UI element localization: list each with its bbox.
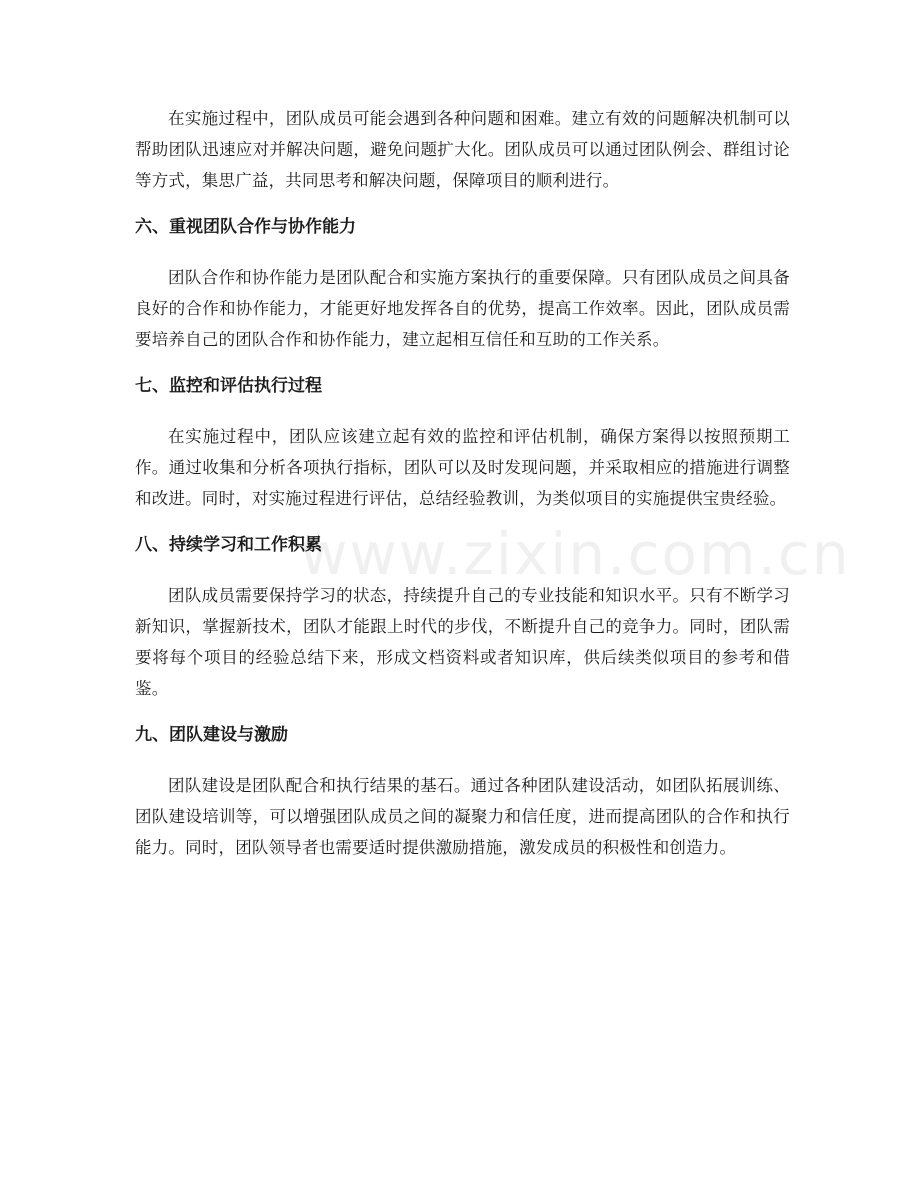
paragraph-section-7: 在实施过程中，团队应该建立起有效的监控和评估机制，确保方案得以按照预期工作。通过收集和分析各项执行指标，团队可以及时发现问题，并采取相应的措施进行调整和改进。同时，对实施过程进行评估，总结经验教训，为类似项目的实施提供宝贵经验。 [135,427,790,508]
paragraph-section-6: 团队合作和协作能力是团队配合和实施方案执行的重要保障。只有团队成员之间具备良好的合作和协作能力，才能更好地发挥各自的优势，提高工作效率。因此，团队成员需要培养自己的团队合作和协作能力，建立起相互信任和互助的工作关系。 [135,268,790,349]
heading-section-6: 六、重视团队合作与协作能力 [135,217,356,237]
paragraph-section-9: 团队建设是团队配合和执行结果的基石。通过各种团队建设活动，如团队拓展训练、团队建设培训等，可以增强团队成员之间的凝聚力和信任度，进而提高团队的合作和执行能力。同时，团队领导者也需要适时提供激励措施，激发成员的积极性和创造力。 [135,776,790,857]
paragraph-intro: 在实施过程中，团队成员可能会遇到各种问题和困难。建立有效的问题解决机制可以帮助团队迅速应对并解决问题，避免问题扩大化。团队成员可以通过团队例会、群组讨论等方式，集思广益，共同思考和解决问题，保障项目的顺利进行。 [135,109,790,190]
heading-section-7: 七、监控和评估执行过程 [135,376,322,396]
heading-section-9: 九、团队建设与激励 [135,725,288,745]
document-body [135,103,790,863]
paragraph-section-8: 团队成员需要保持学习的状态，持续提升自己的专业技能和知识水平。只有不断学习新知识，掌握新技术，团队才能跟上时代的步伐，不断提升自己的竞争力。同时，团队需要将每个项目的经验总结下来，形成文档资料或者知识库，供后续类似项目的参考和借鉴。 [135,586,790,698]
watermark: www.zixin.com.cn [300,520,851,588]
heading-section-8: 八、持续学习和工作积累 [135,535,322,555]
